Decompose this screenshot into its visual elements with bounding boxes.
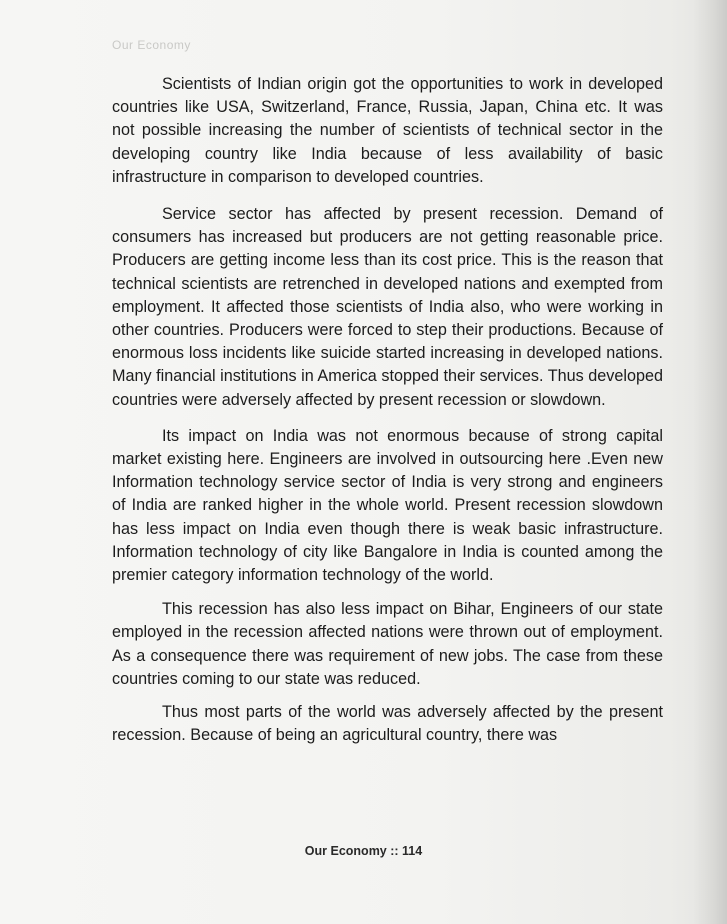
page-edge-shadow [693,0,727,924]
paragraph-impact-india: Its impact on India was not enormous because of strong capital market existing here. Engineers are involved in outsourcing here .Even new Information technology service sector of India is very strong and engineers of India are ranked higher in the whole world. Present recession slowdown has less impact on India even though there is weak basic infrastructure. Information technology of city like Bangalore in India is counted among the premier category information technology of the world. [112,426,663,585]
paragraph-scientists: Scientists of Indian origin got the opportunities to work in developed countries like USA, Switzerland, France, Russia, Japan, China etc. It was not possible increasing the number of scientists of technical sector in the developing country like India because of less availability of basic infrastructure in comparison to developed countries. [112,75,663,186]
body-text [112,73,663,747]
page-footer: Our Economy :: 114 [304,844,423,858]
paragraph-conclusion: Thus most parts of the world was adversely affected by the present recession. Because of being an agricultural country, there was [112,703,663,745]
paragraph-impact-bihar: This recession has also less impact on Bihar, Engineers of our state employed in the recession affected nations were thrown out of employment. As a consequence there was requirement of new jobs. The case from these countries coming to our state was reduced. [112,600,663,688]
bleed-through-header: Our Economy [112,38,191,52]
paragraph-service-sector: Service sector has affected by present recession. Demand of consumers has increased but producers are not getting reasonable price. Producers are getting income less than its cost price. This is the reason that technical scientists are retrenched in developed nations and exempted from employment. It affected those scientists of India also, who were working in other countries. Producers were forced to step their productions. Because of enormous loss incidents like suicide started increasing in developed nations. Many financial institutions in America stopped their services. Thus developed countries were adversely affected by present recession or slowdown. [112,205,663,409]
